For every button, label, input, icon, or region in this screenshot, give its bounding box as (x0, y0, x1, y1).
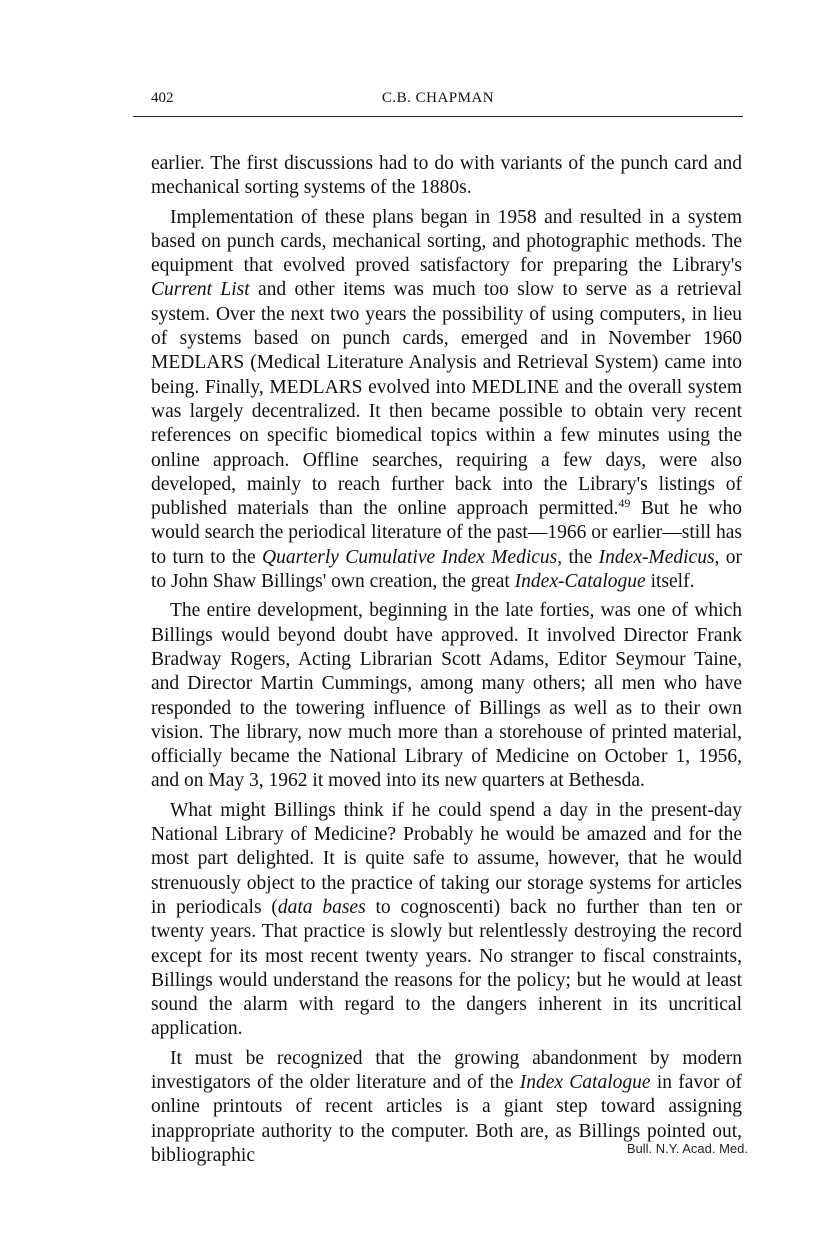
paragraph-3-text: The entire development, beginning in the late forties, was one of which Billings would beyond doubt have approved. It involved Director Frank Bradway Rogers, Acting Librarian Scott Adams, Editor Seymour Taine, and Director Martin Cummings, among many others; all men who have responded to the towering influence of Billings as well as to their own vision. The library, now much more than a storehouse of printed material, officially became the National Library of Medicine on October 1, 1956, and on May 3, 1962 it moved into its new quarters at Bethesda. (151, 600, 742, 792)
paragraph-1 (151, 152, 742, 201)
header-rule (133, 116, 743, 117)
paragraph-4 (151, 799, 742, 1042)
paragraph-1-text: earlier. The first discussions had to do with variants of the punch card and mechanical sorting systems of the 1880s. (151, 153, 742, 199)
body-text (151, 152, 742, 1173)
footnote-ref-49: 49 (618, 496, 631, 511)
italic-title-current-list: Current List (151, 279, 250, 301)
running-head: C.B. CHAPMAN (381, 90, 495, 106)
paragraph-4-text-1: What might Billings think if he could spend a day in the present-day National Library of Medicine? Probably he would be amazed and for the most part delighted. It is quite safe to assume, however, that he would strenuously object to the practice of taking our storage systems for articles in periodicals ( (151, 799, 742, 918)
paragraph-2-text-6: itself. (645, 571, 695, 593)
paragraph-3 (151, 599, 742, 793)
page-number: 402 (151, 90, 174, 106)
italic-title-index-catalogue: Index-Catalogue (514, 571, 646, 593)
paragraph-2-text-4: , the (557, 546, 599, 568)
paragraph-2 (151, 206, 742, 595)
paragraph-5-text-2: in favor of online printouts of recent articles is a giant step toward assigning inappropriate authority to the computer. Both are, as Billings pointed out, bibliographic (151, 1071, 742, 1166)
page-header (133, 86, 743, 114)
paragraph-2-text-2: and other items was much too slow to serve as a retrieval system. Over the next two years the possibility of using computers, in lieu of systems based on punch cards, emerged and in November 1960 MEDLARS (Medical Literature Analysis and Retrieval System) came into being. Finally, MEDLARS evolved into MEDLINE and the overall system was largely decentralized. It then became possible to obtain very recent references on specific biomedical topics within a few minutes using the online approach. Offline searches, requiring a few days, were also developed, mainly to reach further back into the Library's listings of published materials than the online approach permitted. (151, 279, 742, 520)
journal-footer: Bull. N.Y. Acad. Med. (626, 1141, 748, 1156)
paragraph-5-text-1: It must be recognized that the growing abandonment by modern investigators of the older literature and of the (151, 1047, 742, 1093)
italic-title-index-medicus: Index-Medicus (598, 546, 715, 568)
paragraph-4-text-2: to cognoscenti) back no further than ten or twenty years. That practice is slowly but relentlessly destroying the record except for its most recent twenty years. No stranger to fiscal constraints, Billings would understand the reasons for the policy; but he would at least sound the alarm with regard to the dangers inherent in its uncritical application. (151, 896, 742, 1040)
paragraph-2-text-3: But he who would search the periodical literature of the past—1966 or earlier—still has to turn to the (151, 498, 742, 568)
paragraph-2-text-5: , or to John Shaw Billings' own creation, the great (151, 546, 743, 593)
italic-title-index-catalogue-2: Index Catalogue (519, 1071, 651, 1093)
italic-title-quarterly-index: Quarterly Cumulative Index Medicus (262, 546, 558, 568)
italic-term-data-bases: data bases (277, 896, 366, 918)
paragraph-2-text-1: Implementation of these plans began in 1958 and resulted in a system based on punch cards, mechanical sorting, and photographic methods. The equipment that evolved proved satisfactory for preparing the Library's (151, 206, 742, 277)
